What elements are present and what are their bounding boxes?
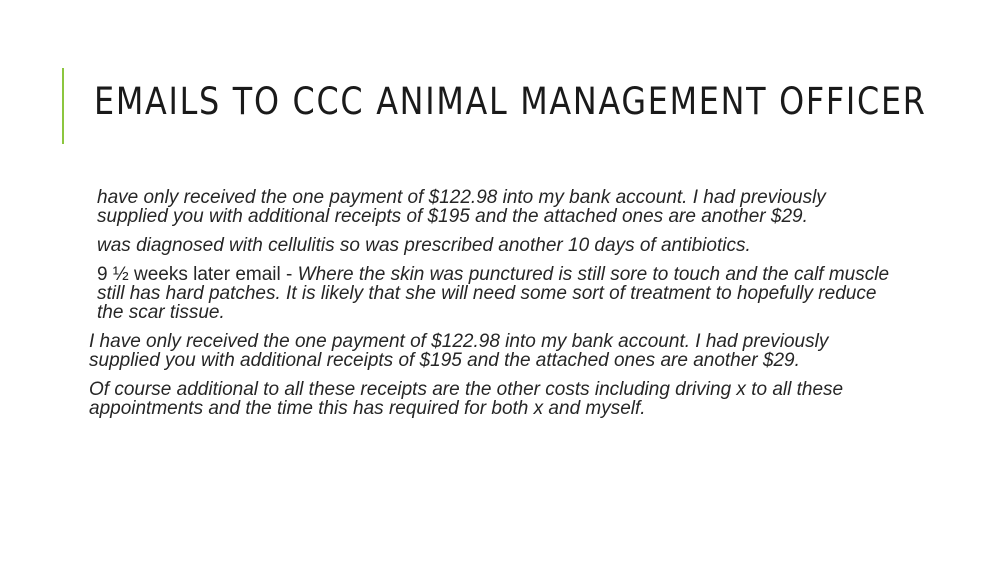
email-excerpt-payment-repeat: I have only received the one payment of $122.98 into my bank account. I had previously supplied you with additional receipts of $195 and the attached ones are another $29. xyxy=(89,331,829,371)
email-excerpt-cellulitis: was diagnosed with cellulitis so was prescribed another 10 days of antibiotics. xyxy=(97,235,751,256)
title-accent-bar xyxy=(62,68,64,144)
followup-prefix: 9 ½ weeks later email - xyxy=(97,264,298,285)
slide-body xyxy=(0,188,1003,428)
followup-text: Where the skin was punctured is still sore to touch and the calf muscle still has hard patches. It is likely that she will need some sort of treatment to hopefully reduce the scar tissue. xyxy=(97,264,890,323)
email-excerpt-additional-costs: Of course additional to all these receipts are the other costs including driving x to all these appointments and the time this has required for both x and myself. xyxy=(89,379,844,419)
email-excerpt-followup xyxy=(97,265,897,322)
slide-title: EMAILS TO CCC ANIMAL MANAGEMENT OFFICER xyxy=(94,80,927,123)
email-excerpt-payment: have only received the one payment of $122.98 into my bank account. I had previously supplied you with additional receipts of $195 and the attached ones are another $29. xyxy=(97,187,826,227)
